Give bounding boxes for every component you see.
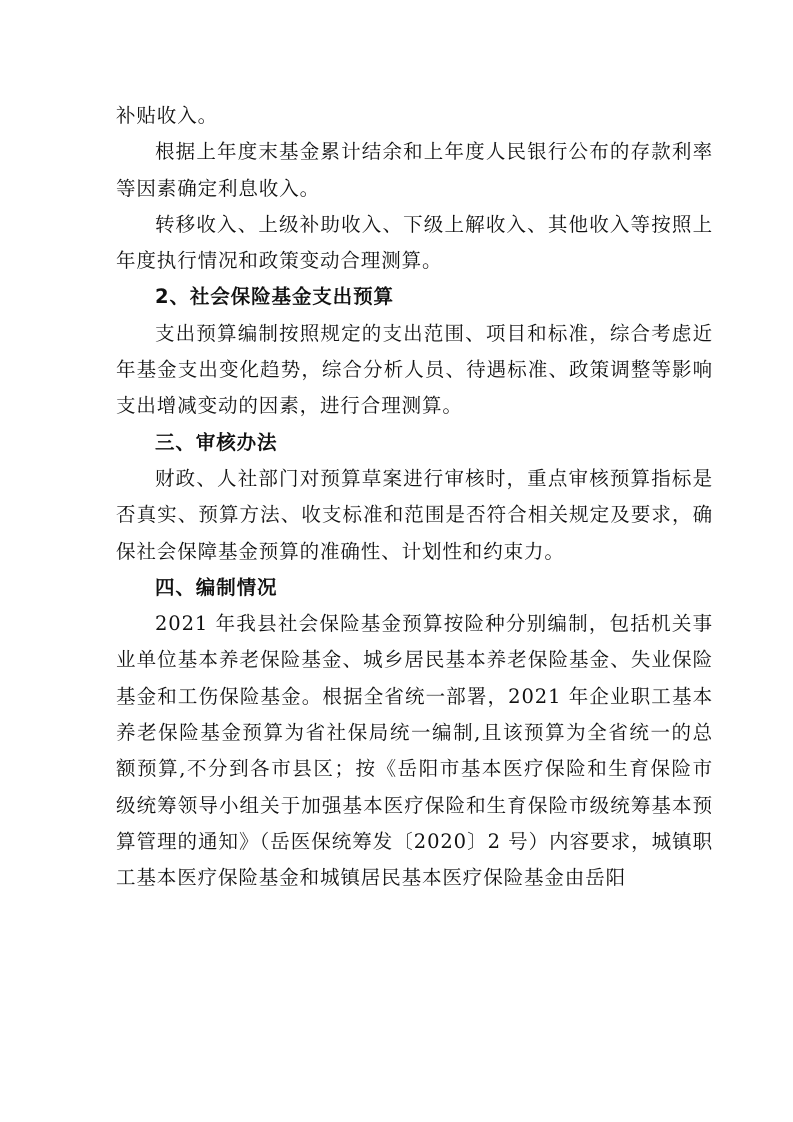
paragraph-subsidy-income: 补贴收入。 <box>116 104 219 127</box>
paragraph-transfer-income: 转移收入、上级补助收入、下级上解收入、其他收入等按照上年度执行情况和政策变动合理测算。 <box>116 212 713 273</box>
document-body <box>116 98 713 897</box>
heading-compilation-status: 四、编制情况 <box>155 575 278 599</box>
heading-expenditure-budget: 2、社会保险基金支出预算 <box>155 285 394 309</box>
paragraph-compilation-status: 2021 年我县社会保险基金预算按险种分别编制，包括机关事业单位基本养老保险基金、城乡居民基本养老保险基金、失业保险基金和工伤保险基金。根据全省统一部署，2021 年企业职工基本养老保险基金预算为省社保局统一编制,且该预算为全省统一的总额预算,不分到各市县区；按《岳阳市基本医疗保险和生育保险市级统筹领导小组关于加强基本医疗保险和生育保险市级统筹基本预算管理的通知》（岳医保统筹发〔2020〕2 号）内容要求，城镇职工基本医疗保险基金和城镇居民基本医疗保险基金由岳阳 <box>116 612 713 890</box>
paragraph-interest-income: 根据上年度末基金累计结余和上年度人民银行公布的存款利率等因素确定利息收入。 <box>116 140 713 200</box>
heading-review-method: 三、审核办法 <box>155 430 278 454</box>
paragraph-expenditure-budget: 支出预算编制按照规定的支出范围、项目和标准，综合考虑近年基金支出变化趋势，综合分析人员、待遇标准、政策调整等影响支出增减变动的因素，进行合理测算。 <box>116 321 713 418</box>
paragraph-review-method: 财政、人社部门对预算草案进行审核时，重点审核预算指标是否真实、预算方法、收支标准和范围是否符合相关规定及要求，确保社会保障基金预算的准确性、计划性和约束力。 <box>116 466 713 563</box>
